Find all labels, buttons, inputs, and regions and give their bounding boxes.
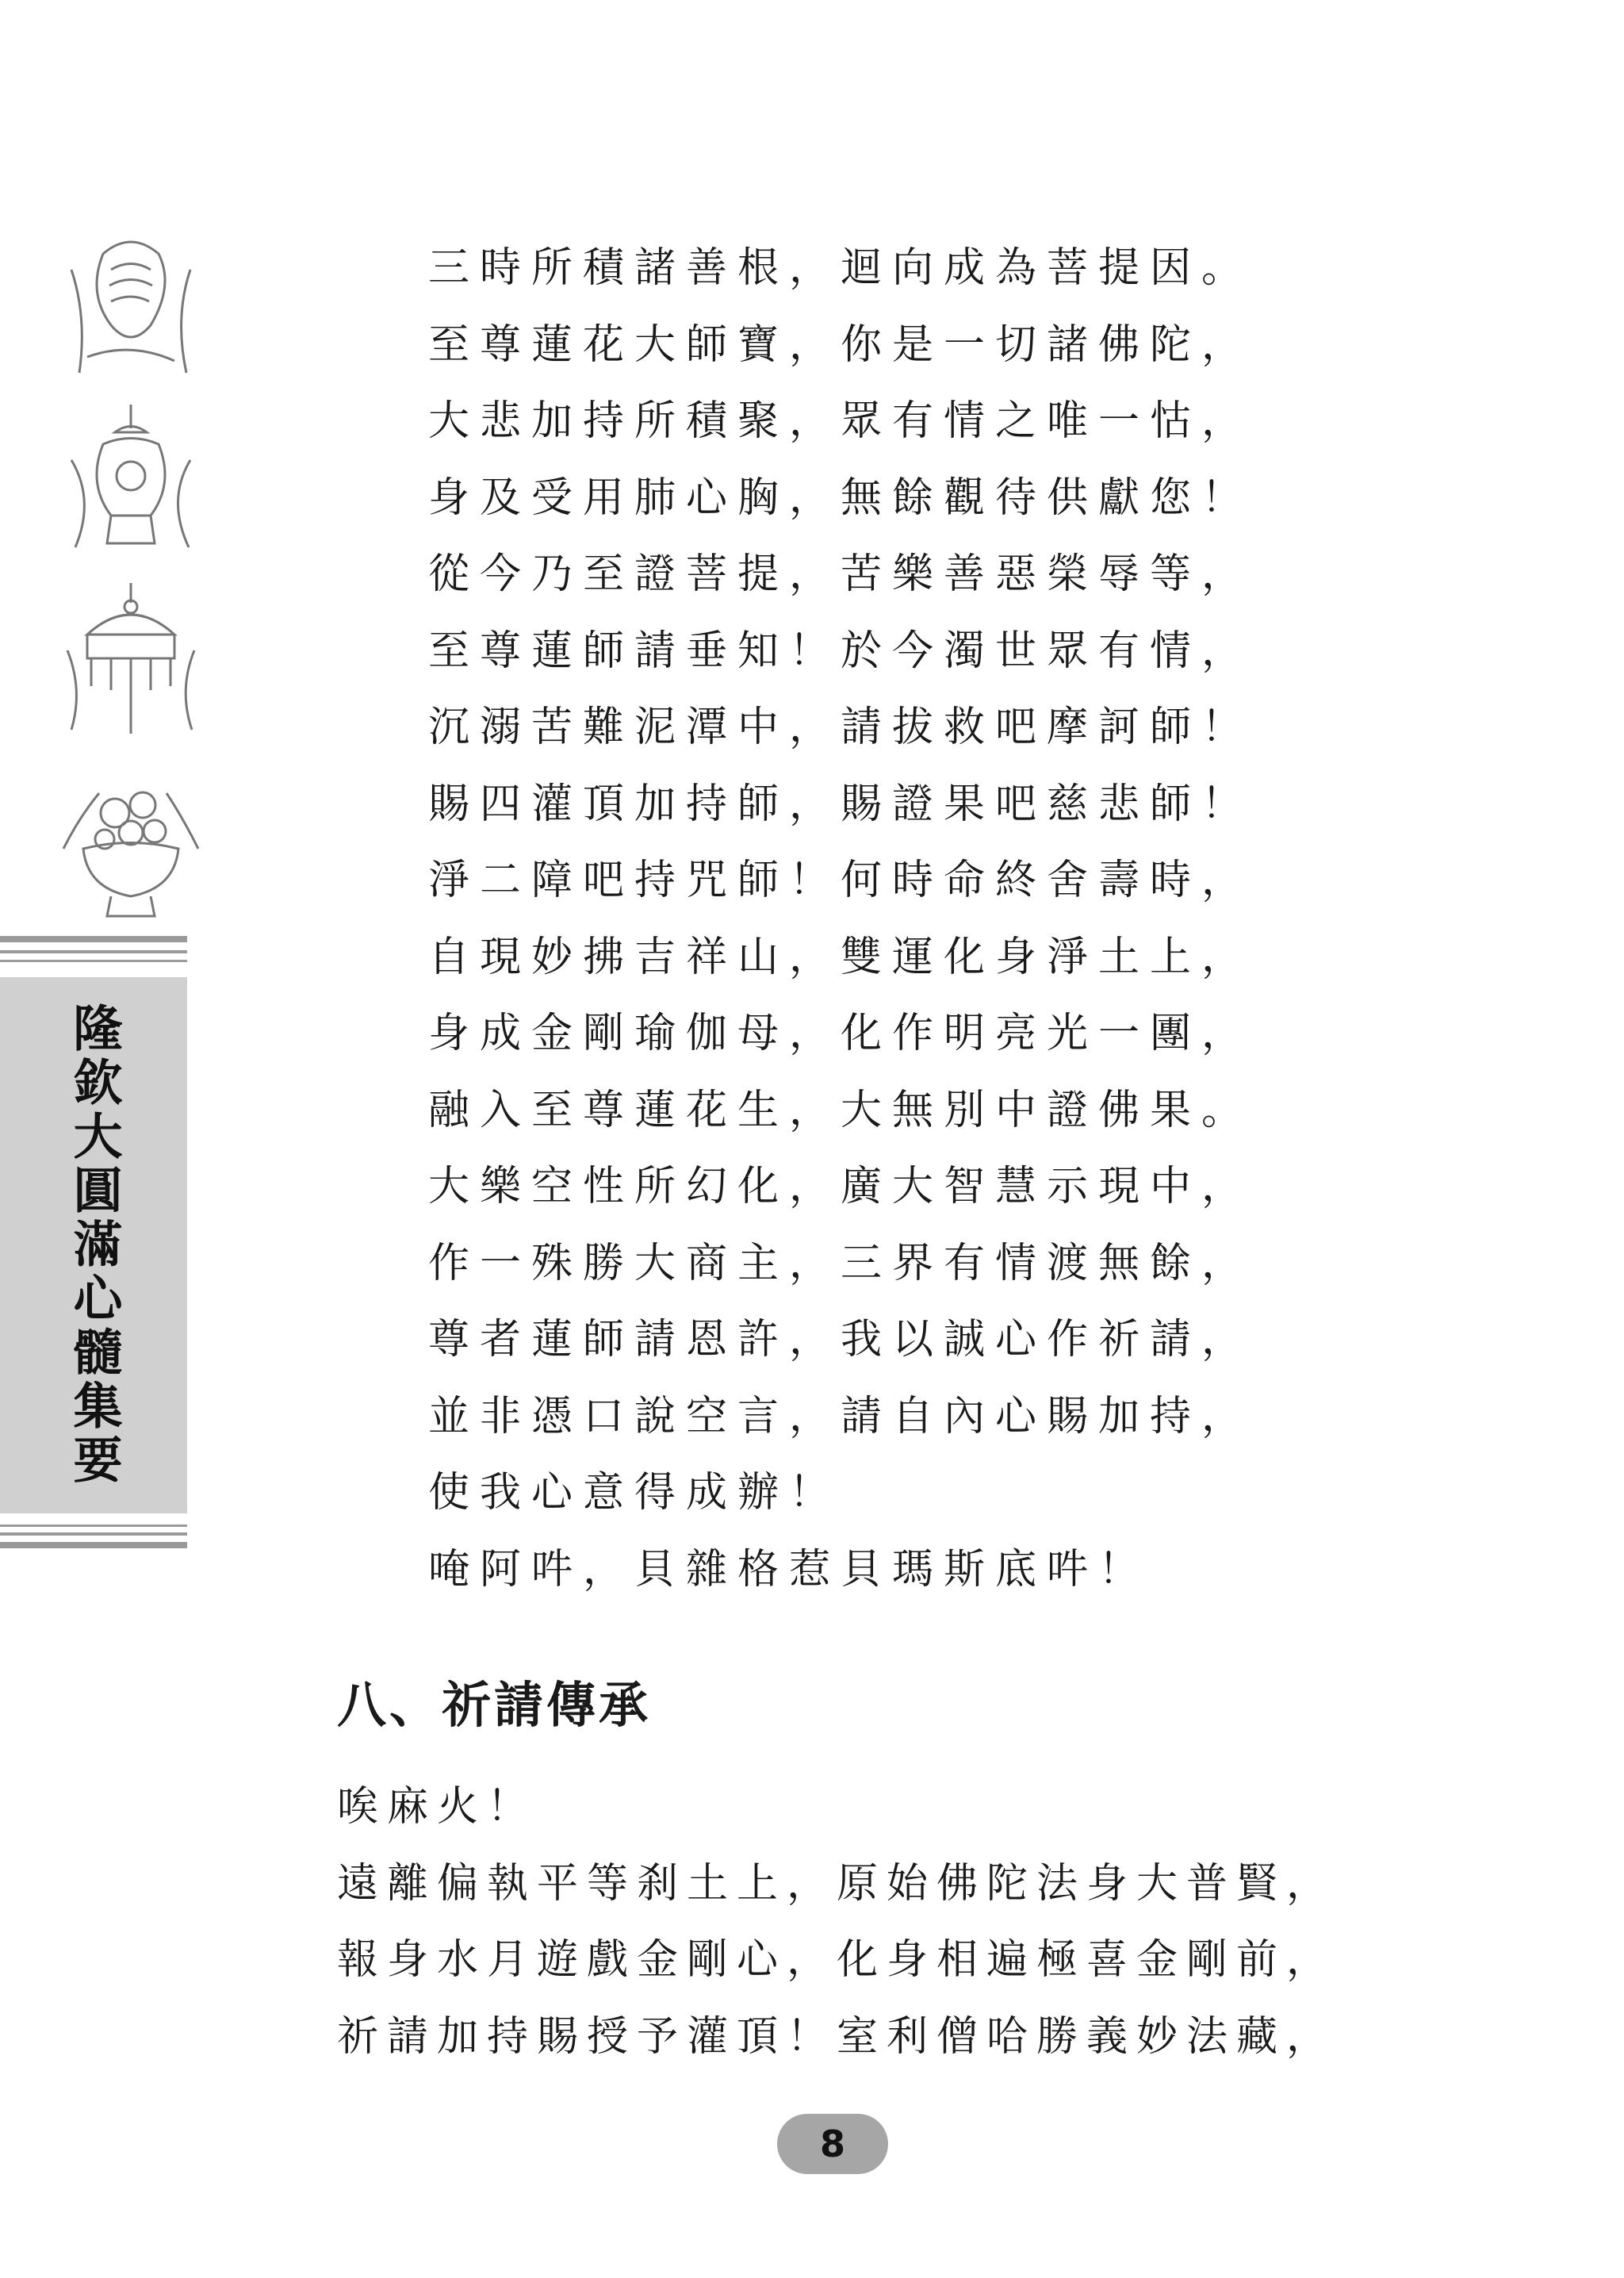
section-heading: 八、祈請傳承 [337, 1676, 652, 1734]
verse-line: 從今乃至證菩提，苦樂善惡榮辱等， [428, 550, 1254, 598]
verse-line: 自現妙拂吉祥山，雙運化身淨土上， [428, 933, 1254, 981]
vase-icon [56, 397, 206, 555]
sidebar-ornaments [56, 222, 206, 912]
parasol-icon [56, 579, 206, 738]
verse-line: 使我心意得成辦！ [428, 1469, 841, 1517]
verse-line: 淨二障吧持咒師！何時命終舍壽時， [428, 857, 1254, 904]
divider [0, 936, 187, 942]
divider [0, 960, 187, 962]
page-number: 8 [777, 2114, 888, 2174]
verse-line: 作一殊勝大商主，三界有情渡無餘， [428, 1239, 1254, 1287]
verse-line: 至尊蓮師請垂知！於今濁世眾有情， [428, 627, 1254, 675]
verse-line: 三時所積諸善根，迴向成為菩提因。 [428, 244, 1254, 292]
verse-line: 大悲加持所積聚，眾有情之唯一怙， [428, 397, 1254, 445]
divider [0, 950, 187, 953]
verse-line: 尊者蓮師請恩許，我以誠心作祈請， [428, 1316, 1254, 1363]
divider [0, 1542, 187, 1548]
book-title-tab [0, 977, 187, 1513]
verse-line: 唵阿吽，貝雜格惹貝瑪斯底吽！ [428, 1545, 1151, 1593]
verse-line: 並非憑口說空言，請自內心賜加持， [428, 1392, 1254, 1440]
verse-line: 賜四灌頂加持師，賜證果吧慈悲師！ [428, 780, 1254, 828]
section-line: 祈請加持賜授予灌頂！室利僧哈勝義妙法藏， [337, 2012, 1337, 2061]
section-line: 報身水月遊戲金剛心，化身相遍極喜金剛前， [337, 1936, 1337, 1984]
section-line: 遠離偏執平等刹土上，原始佛陀法身大普賢， [337, 1859, 1337, 1908]
section-line: 唉麻火！ [337, 1783, 538, 1831]
treasure-bowl-icon [56, 769, 206, 928]
verse-line: 沉溺苦難泥潭中，請拔救吧摩訶師！ [428, 704, 1254, 751]
book-title: 隆欽大圓滿心髓集要 [65, 1003, 123, 1488]
verse-line: 身及受用肺心胸，無餘觀待供獻您！ [428, 474, 1254, 522]
verse-line: 大樂空性所幻化，廣大智慧示現中， [428, 1163, 1254, 1210]
verse-line: 融入至尊蓮花生，大無別中證佛果。 [428, 1086, 1254, 1134]
verse-line: 身成金剛瑜伽母，化作明亮光一團， [428, 1010, 1254, 1057]
verse-line: 至尊蓮花大師寶，你是一切諸佛陀， [428, 320, 1254, 369]
conch-icon [56, 222, 206, 381]
verse-block [428, 230, 1459, 1608]
section-body [337, 1769, 1574, 2075]
divider [0, 1524, 187, 1527]
divider [0, 1532, 187, 1536]
